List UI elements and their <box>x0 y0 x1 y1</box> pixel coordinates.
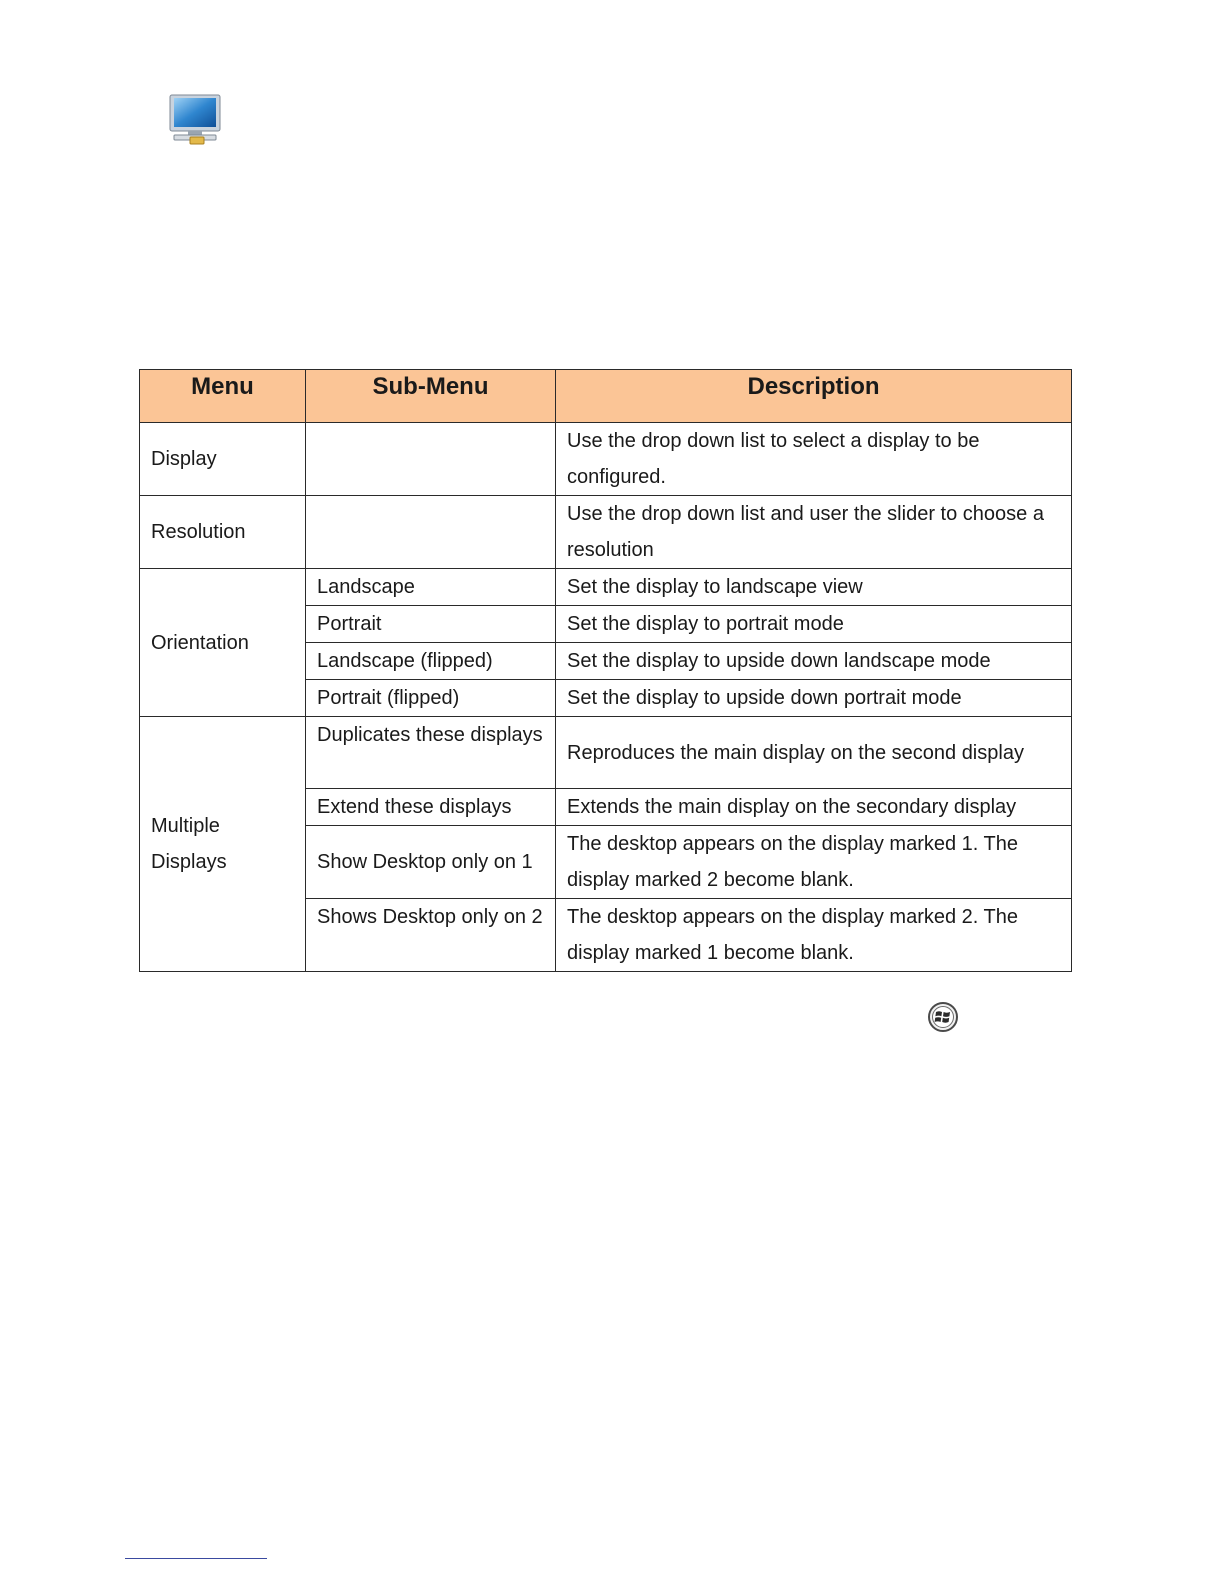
display-settings-table <box>139 369 1072 972</box>
description-cell: Extends the main display on the secondary display <box>556 789 1072 826</box>
table-row-multiple-duplicate <box>140 717 1072 789</box>
header-submenu: Sub-Menu <box>306 370 556 423</box>
menu-cell-resolution: Resolution <box>140 496 306 569</box>
description-cell: Reproduces the main display on the second display <box>556 717 1072 789</box>
submenu-cell-resolution <box>306 496 556 569</box>
table-row-resolution <box>140 496 1072 569</box>
description-cell: Set the display to portrait mode <box>556 606 1072 643</box>
table-row-display <box>140 423 1072 496</box>
footnote-separator <box>125 1558 267 1559</box>
submenu-cell: Landscape (flipped) <box>306 643 556 680</box>
header-description: Description <box>556 370 1072 423</box>
description-cell-display: Use the drop down list to select a display to be configured. <box>556 423 1072 496</box>
description-cell-resolution: Use the drop down list and user the slider to choose a resolution <box>556 496 1072 569</box>
windows-start-orb-icon <box>925 1000 961 1036</box>
submenu-cell: Shows Desktop only on 2 <box>306 899 556 972</box>
menu-cell-orientation: Orientation <box>140 569 306 717</box>
submenu-cell: Portrait (flipped) <box>306 680 556 717</box>
description-cell: Set the display to upside down portrait mode <box>556 680 1072 717</box>
description-cell: The desktop appears on the display marked 1. The display marked 2 become blank. <box>556 826 1072 899</box>
description-cell: Set the display to landscape view <box>556 569 1072 606</box>
submenu-cell: Show Desktop only on 1 <box>306 826 556 899</box>
display-settings-icon <box>166 94 226 146</box>
description-cell: Set the display to upside down landscape mode <box>556 643 1072 680</box>
description-cell: The desktop appears on the display marked 2. The display marked 1 become blank. <box>556 899 1072 972</box>
submenu-cell: Landscape <box>306 569 556 606</box>
table-row-orientation-landscape <box>140 569 1072 606</box>
header-menu: Menu <box>140 370 306 423</box>
menu-cell-display: Display <box>140 423 306 496</box>
submenu-cell-display <box>306 423 556 496</box>
submenu-cell: Duplicates these displays <box>306 717 556 789</box>
submenu-cell: Extend these displays <box>306 789 556 826</box>
submenu-cell: Portrait <box>306 606 556 643</box>
table-header-row <box>140 370 1072 423</box>
menu-cell-multiple-displays: Multiple Displays <box>140 717 306 972</box>
